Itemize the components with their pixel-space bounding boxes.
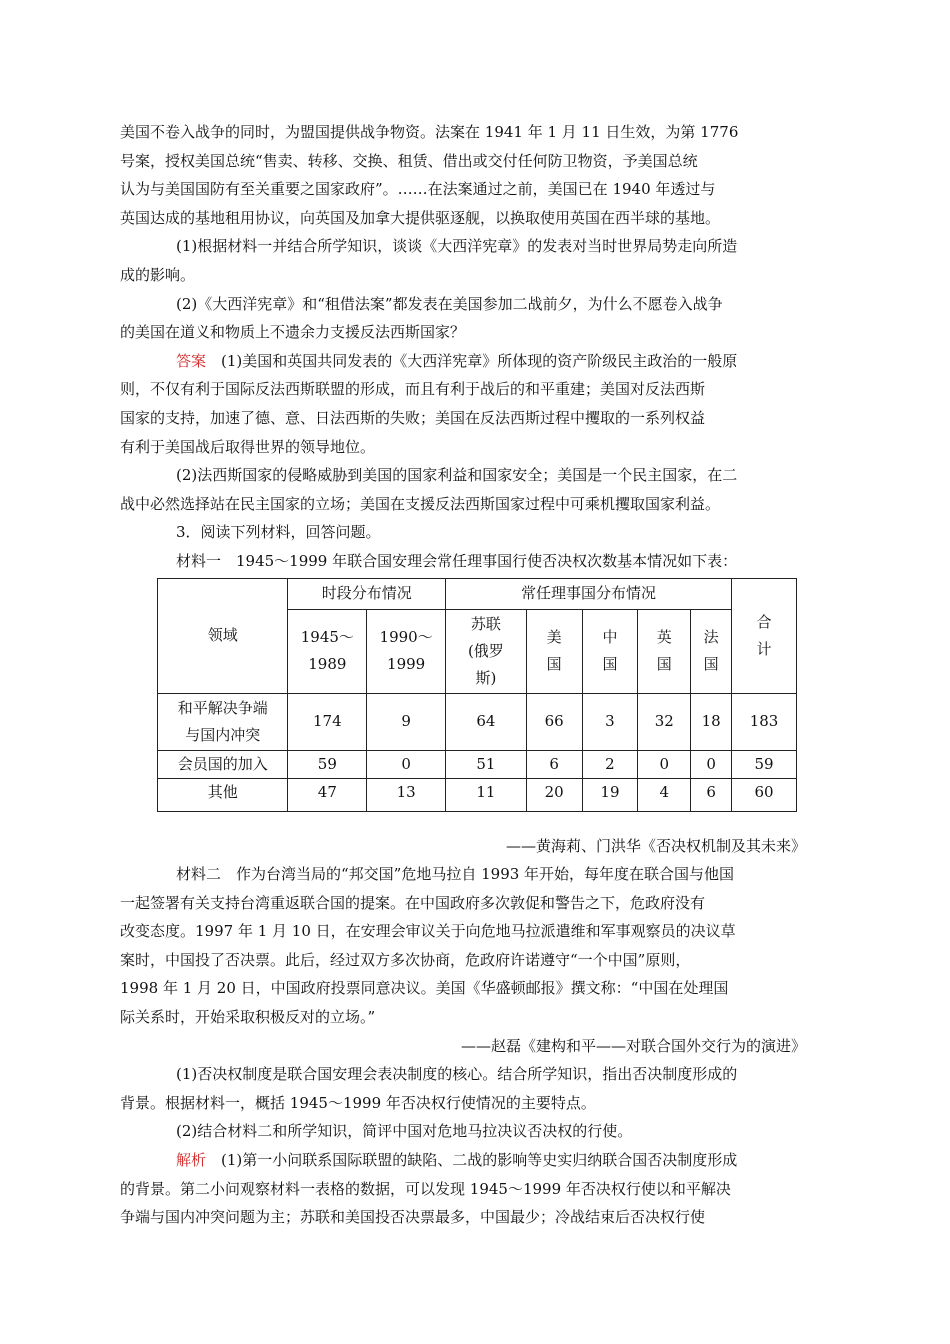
table-cell: 0	[691, 750, 732, 778]
source-1: ——黄海莉、门洪华《否决权机制及其未来》	[505, 836, 806, 855]
table-cell: 11	[446, 778, 527, 811]
sub-header: 苏联 (俄罗 斯)	[446, 609, 527, 693]
sub-header: 1945～ 1989	[288, 609, 367, 693]
table-cell: 13	[367, 778, 446, 811]
source-2: ——赵磊《建构和平——对联合国外交行为的演进》	[460, 1036, 806, 1055]
table-cell: 64	[446, 693, 527, 750]
material-2: 材料二 作为台湾当局的“邦交国”危地马拉自 1993 年开始，每年度在联合国与他国 一起签署有关支持台湾重返联合国的提案。在中国政府多次敦促和警告之下，危政府没有 改变态度。1997 年 1 月 10 日，在安理会审议关于向危地马拉派遣维和军事观察员的决议草 案时，中国投了否决票。此后，经过双方多次协商，危政府许诺遵守“一个中国”原则， 1998 年 1 月 20 日，中国政府投票同意决议。美国《华盛顿邮报》撰文称：“中国在处理国 际关系时，开始采取积极反对的立场。”	[120, 865, 736, 1027]
material-1-intro: 材料一 1945～1999 年联合国安理会常任理事国行使否决权次数基本情况如下表：	[176, 551, 738, 570]
answer-2: (2)法西斯国家的侵略威胁到美国的国家利益和国家安全；美国是一个民主国家，在二 战中必然选择站在民主国家的立场；美国在支援反法西斯国家过程中可乘机攫取国家利益。	[120, 466, 738, 513]
analysis: 解析 (1)第一小问联系国际联盟的缺陷、二战的影响等史实归纳联合国否决制度形成 的背景。第二小问观察材料一表格的数据，可以发现 1945～1999 年否决权行使以和平解决 争端与国内冲突问题为主；苏联和美国投否决票最多，中国最少；冷战结束后否决权行使	[120, 1151, 738, 1227]
document-page	[120, 118, 810, 1232]
table-cell: 174	[288, 693, 367, 750]
table-cell: 66	[526, 693, 582, 750]
row-label: 会员国的加入	[158, 750, 288, 778]
answer-label: 答案	[176, 351, 207, 370]
answer-1: 答案 (1)美国和英国共同发表的《大西洋宪章》所体现的资产阶级民主政治的一般原 则，不仅有利于国际反法西斯联盟的形成，而且有利于战后的和平重建；美国对反法西斯 国家的支持，加速了德、意、日法西斯的失败；美国在反法西斯过程中攫取的一系列权益 有利于美国战后取得世界的领导地位。	[120, 351, 738, 456]
table-cell: 19	[582, 778, 638, 811]
table-cell: 6	[691, 778, 732, 811]
table-cell: 4	[638, 778, 691, 811]
question-1: (1)根据材料一并结合所学知识，谈谈《大西洋宪章》的发表对当时世界局势走向所造 成的影响。	[120, 237, 738, 284]
row-label: 和平解决争端 与国内冲突	[158, 693, 288, 750]
table-cell: 0	[367, 750, 446, 778]
table-row	[158, 778, 797, 811]
header-domain: 领域	[158, 578, 288, 693]
table-cell: 18	[691, 693, 732, 750]
question-3-1: (1)否决权制度是联合国安理会表决制度的核心。结合所学知识，指出否决制度形成的 背景。根据材料一，概括 1945～1999 年否决权行使情况的主要特点。	[120, 1065, 738, 1112]
intro-paragraph: 美国不卷入战争的同时，为盟国提供战争物资。法案在 1941 年 1 月 11 日生效，为第 1776 号案，授权美国总统“售卖、转移、交换、租赁、借出或交付任何防卫物资，予美国总统 认为与美国国防有至关重要之国家政府”。……在法案通过之前，美国已在 1940 年透过与 英国达成的基地租用协议，向英国及加拿大提供驱逐舰，以换取使用英国在西半球的基地。	[120, 123, 739, 227]
row-label: 其他	[158, 778, 288, 811]
table-cell: 183	[732, 693, 797, 750]
header-total: 合 计	[732, 578, 797, 693]
table-cell: 9	[367, 693, 446, 750]
table-cell: 6	[526, 750, 582, 778]
analysis-label: 解析	[176, 1151, 207, 1170]
sub-header: 1990～ 1999	[367, 609, 446, 693]
table-cell: 2	[582, 750, 638, 778]
veto-table	[157, 578, 797, 812]
table-cell: 32	[638, 693, 691, 750]
table-cell: 47	[288, 778, 367, 811]
question-3-title: 3．阅读下列材料，回答问题。	[176, 523, 381, 542]
table-cell: 60	[732, 778, 797, 811]
sub-header: 英 国	[638, 609, 691, 693]
header-period: 时段分布情况	[288, 578, 446, 609]
table-row	[158, 750, 797, 778]
table-cell: 3	[582, 693, 638, 750]
table-cell: 51	[446, 750, 527, 778]
table-cell: 59	[288, 750, 367, 778]
sub-header: 美 国	[526, 609, 582, 693]
table-cell: 20	[526, 778, 582, 811]
table-cell: 0	[638, 750, 691, 778]
header-member: 常任理事国分布情况	[446, 578, 732, 609]
table-cell: 59	[732, 750, 797, 778]
question-2: (2)《大西洋宪章》和“租借法案”都发表在美国参加二战前夕，为什么不愿卷入战争 的美国在道义和物质上不遗余力支援反法西斯国家？	[120, 294, 723, 342]
sub-header: 中 国	[582, 609, 638, 693]
sub-header: 法 国	[691, 609, 732, 693]
table-row	[158, 693, 797, 750]
question-3-2: (2)结合材料二和所学知识，简评中国对危地马拉决议否决权的行使。	[176, 1122, 633, 1141]
